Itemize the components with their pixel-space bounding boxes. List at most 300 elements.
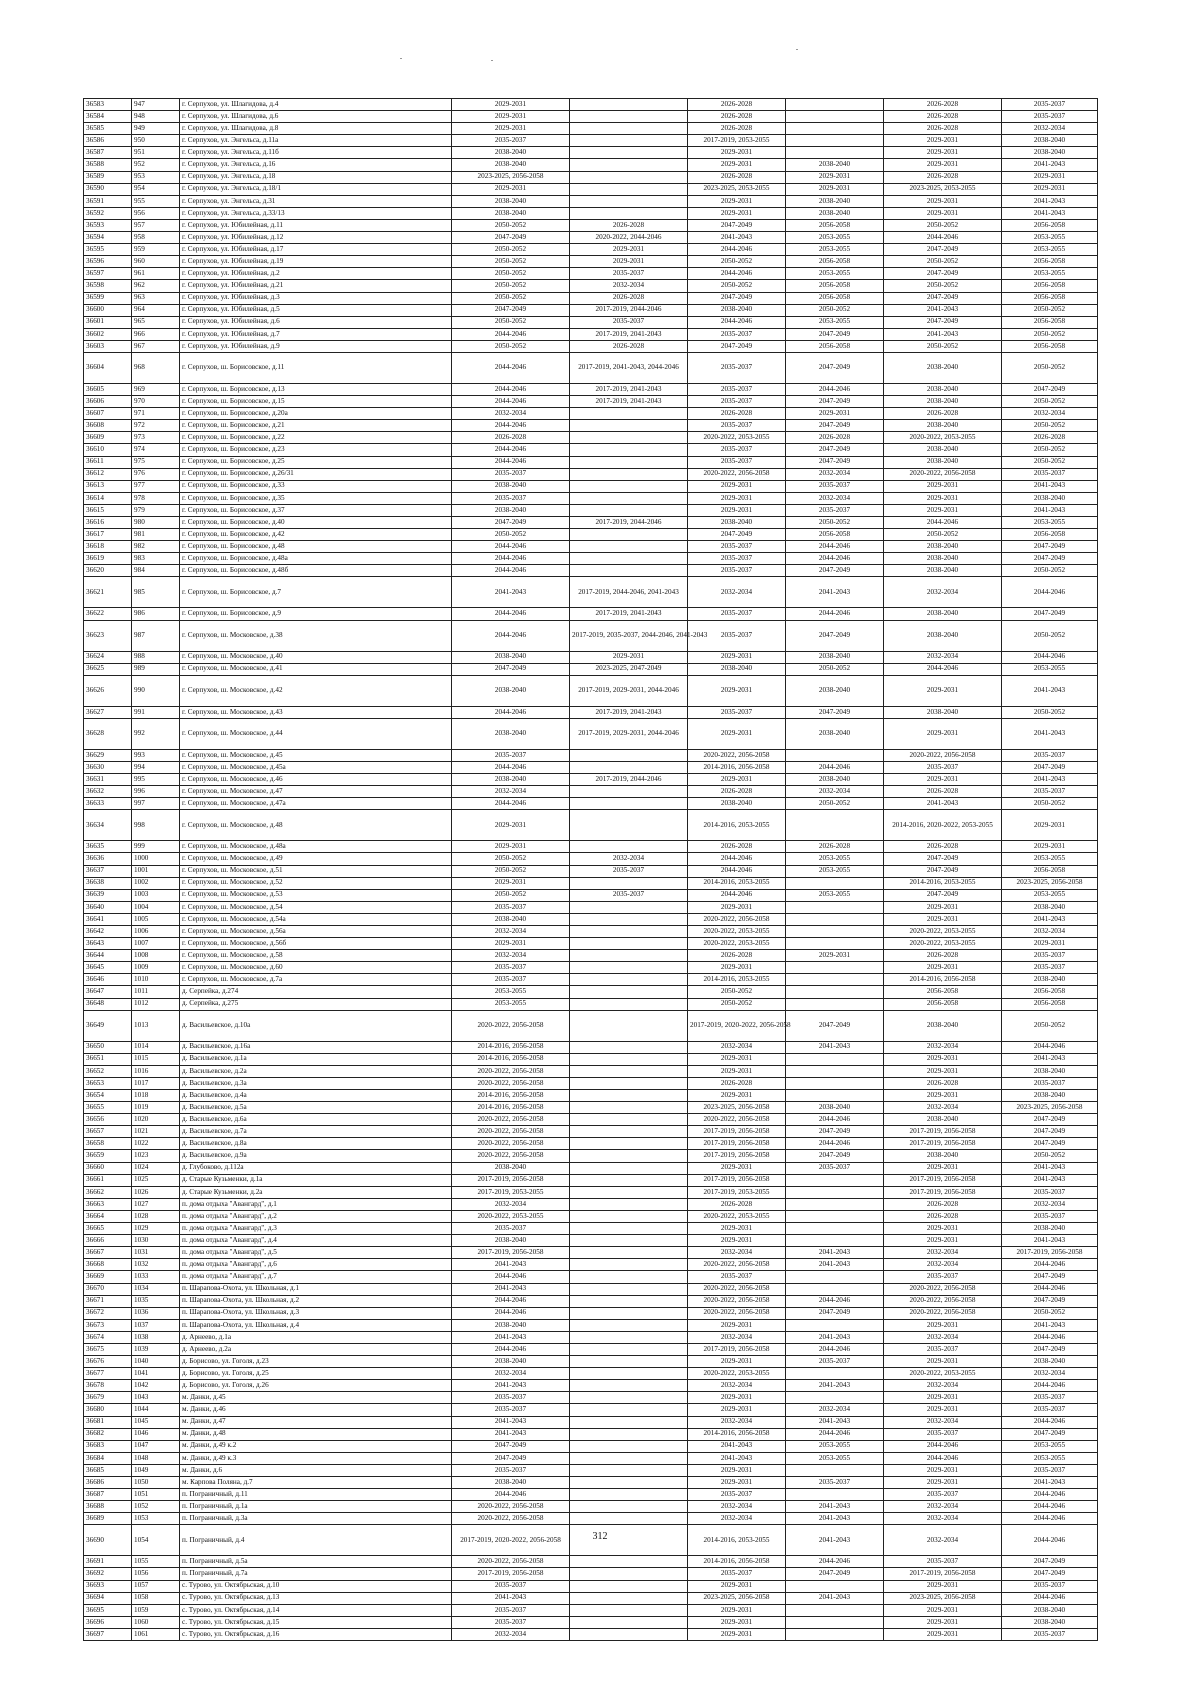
period-cell-2: 2035-2037 bbox=[570, 889, 688, 901]
period-cell-2: 2020-2022, 2044-2046 bbox=[570, 232, 688, 244]
period-cell-2 bbox=[570, 1174, 688, 1186]
address-cell: п. Шарапова-Охота, ул. Школьная, д.3 bbox=[180, 1307, 452, 1319]
table-row bbox=[84, 480, 1098, 492]
period-cell-1: 2038-2040 bbox=[452, 147, 570, 159]
row-number-cell: 1048 bbox=[132, 1452, 180, 1464]
period-cell-3: 2020-2022, 2056-2058 bbox=[688, 1295, 786, 1307]
registry-id-cell: 36659 bbox=[84, 1150, 132, 1162]
period-cell-4: 2050-2052 bbox=[786, 798, 884, 810]
period-cell-5: 2038-2040 bbox=[884, 444, 1002, 456]
row-number-cell: 1044 bbox=[132, 1404, 180, 1416]
period-cell-4 bbox=[786, 1283, 884, 1295]
period-cell-5: 2032-2034 bbox=[884, 1380, 1002, 1392]
registry-id-cell: 36625 bbox=[84, 663, 132, 675]
address-cell: г. Серпухов, ул. Юбилейная, д.11 bbox=[180, 219, 452, 231]
period-cell-6: 2041-2043 bbox=[1002, 1319, 1098, 1331]
table-row bbox=[84, 444, 1098, 456]
period-cell-1: 2020-2022, 2053-2055 bbox=[452, 1210, 570, 1222]
period-cell-1: 2044-2046 bbox=[452, 1489, 570, 1501]
period-cell-5: 2029-2031 bbox=[884, 480, 1002, 492]
period-cell-4: 2053-2055 bbox=[786, 889, 884, 901]
period-cell-6: 2035-2037 bbox=[1002, 1186, 1098, 1198]
period-cell-1: 2044-2046 bbox=[452, 396, 570, 408]
period-cell-6: 2038-2040 bbox=[1002, 492, 1098, 504]
registry-id-cell: 36615 bbox=[84, 504, 132, 516]
period-cell-4: 2038-2040 bbox=[786, 1102, 884, 1114]
row-number-cell: 1016 bbox=[132, 1065, 180, 1077]
table-row bbox=[84, 456, 1098, 468]
table-row bbox=[84, 517, 1098, 529]
period-cell-4: 2041-2043 bbox=[786, 1041, 884, 1053]
period-cell-4: 2038-2040 bbox=[786, 774, 884, 786]
period-cell-4: 2029-2031 bbox=[786, 171, 884, 183]
period-cell-4: 2053-2055 bbox=[786, 1452, 884, 1464]
address-cell: г. Серпухов, ш. Московское, д.56а bbox=[180, 925, 452, 937]
period-cell-1: 2032-2034 bbox=[452, 1198, 570, 1210]
row-number-cell: 997 bbox=[132, 798, 180, 810]
address-cell: д. Васильевское, д.10а bbox=[180, 1010, 452, 1041]
period-cell-6: 2050-2052 bbox=[1002, 798, 1098, 810]
period-cell-3: 2026-2028 bbox=[688, 786, 786, 798]
address-cell: г. Серпухов, ш. Московское, д.53 bbox=[180, 889, 452, 901]
period-cell-6: 2035-2037 bbox=[1002, 99, 1098, 111]
period-cell-1: 2041-2043 bbox=[452, 1416, 570, 1428]
period-cell-2 bbox=[570, 147, 688, 159]
period-cell-1: 2047-2049 bbox=[452, 1440, 570, 1452]
address-cell: д. Васильевское, д.3а bbox=[180, 1077, 452, 1089]
period-cell-3: 2032-2034 bbox=[688, 1247, 786, 1259]
period-cell-1: 2038-2040 bbox=[452, 1356, 570, 1368]
period-cell-5: 2026-2028 bbox=[884, 123, 1002, 135]
table-row bbox=[84, 1616, 1098, 1628]
registry-id-cell: 36605 bbox=[84, 383, 132, 395]
period-cell-4: 2044-2046 bbox=[786, 1114, 884, 1126]
table-row bbox=[84, 352, 1098, 383]
period-cell-2: 2017-2019, 2044-2046 bbox=[570, 304, 688, 316]
period-cell-2 bbox=[570, 1102, 688, 1114]
registry-id-cell: 36688 bbox=[84, 1501, 132, 1513]
registry-id-cell: 36694 bbox=[84, 1592, 132, 1604]
period-cell-5: 2038-2040 bbox=[884, 456, 1002, 468]
registry-id-cell: 36609 bbox=[84, 432, 132, 444]
period-cell-2 bbox=[570, 504, 688, 516]
period-cell-4: 2035-2037 bbox=[786, 504, 884, 516]
period-cell-6: 2050-2052 bbox=[1002, 352, 1098, 383]
period-cell-4: 2047-2049 bbox=[786, 328, 884, 340]
period-cell-4: 2035-2037 bbox=[786, 1477, 884, 1489]
period-cell-1: 2044-2046 bbox=[452, 541, 570, 553]
period-cell-4: 2044-2046 bbox=[786, 1343, 884, 1355]
row-number-cell: 1049 bbox=[132, 1464, 180, 1476]
registry-id-cell: 36676 bbox=[84, 1356, 132, 1368]
table-row bbox=[84, 841, 1098, 853]
period-cell-1: 2038-2040 bbox=[452, 675, 570, 706]
period-cell-1: 2044-2046 bbox=[452, 620, 570, 651]
address-cell: п. Пограничный, д.11 bbox=[180, 1489, 452, 1501]
period-cell-6: 2041-2043 bbox=[1002, 1235, 1098, 1247]
period-cell-4: 2041-2043 bbox=[786, 1525, 884, 1556]
period-cell-5: 2050-2052 bbox=[884, 219, 1002, 231]
period-cell-2 bbox=[570, 553, 688, 565]
table-row bbox=[84, 938, 1098, 950]
period-cell-3: 2026-2028 bbox=[688, 111, 786, 123]
period-cell-4: 2032-2034 bbox=[786, 468, 884, 480]
period-cell-2 bbox=[570, 1138, 688, 1150]
period-cell-2 bbox=[570, 468, 688, 480]
period-cell-1: 2032-2034 bbox=[452, 408, 570, 420]
registry-id-cell: 36644 bbox=[84, 950, 132, 962]
address-cell: г. Серпухов, ш. Московское, д.58 bbox=[180, 950, 452, 962]
period-cell-1: 2038-2040 bbox=[452, 159, 570, 171]
period-cell-4 bbox=[786, 749, 884, 761]
address-cell: д. Васильевское, д.4а bbox=[180, 1090, 452, 1102]
period-cell-2 bbox=[570, 1010, 688, 1041]
period-cell-3: 2014-2016, 2053-2055 bbox=[688, 877, 786, 889]
period-cell-3: 2050-2052 bbox=[688, 256, 786, 268]
registry-id-cell: 36603 bbox=[84, 340, 132, 352]
period-cell-1: 2035-2037 bbox=[452, 1580, 570, 1592]
period-cell-3: 2029-2031 bbox=[688, 1628, 786, 1640]
period-cell-3: 2038-2040 bbox=[688, 304, 786, 316]
period-cell-5: 2047-2049 bbox=[884, 889, 1002, 901]
period-cell-6: 2044-2046 bbox=[1002, 1501, 1098, 1513]
row-number-cell: 993 bbox=[132, 749, 180, 761]
address-cell: д. Борисово, ул. Гоголя, д.23 bbox=[180, 1356, 452, 1368]
period-cell-6: 2041-2043 bbox=[1002, 913, 1098, 925]
period-cell-6: 2050-2052 bbox=[1002, 1307, 1098, 1319]
period-cell-2 bbox=[570, 1568, 688, 1580]
period-cell-2 bbox=[570, 1380, 688, 1392]
table-row bbox=[84, 492, 1098, 504]
period-cell-6: 2053-2055 bbox=[1002, 853, 1098, 865]
period-cell-2 bbox=[570, 749, 688, 761]
row-number-cell: 981 bbox=[132, 529, 180, 541]
row-number-cell: 1045 bbox=[132, 1416, 180, 1428]
period-cell-1: 2047-2049 bbox=[452, 232, 570, 244]
row-number-cell: 1039 bbox=[132, 1343, 180, 1355]
period-cell-2: 2017-2019, 2029-2031, 2044-2046 bbox=[570, 718, 688, 749]
row-number-cell: 969 bbox=[132, 383, 180, 395]
table-row bbox=[84, 1283, 1098, 1295]
period-cell-4 bbox=[786, 1077, 884, 1089]
registry-id-cell: 36598 bbox=[84, 280, 132, 292]
period-cell-4: 2032-2034 bbox=[786, 786, 884, 798]
address-cell: г. Серпухов, ш. Московское, д.51 bbox=[180, 865, 452, 877]
address-cell: г. Серпухов, ул. Шлагидова, д.8 bbox=[180, 123, 452, 135]
address-cell: г. Серпухов, ш. Борисовское, д.33 bbox=[180, 480, 452, 492]
period-cell-2 bbox=[570, 1162, 688, 1174]
address-cell: м. Данки, д.6 bbox=[180, 1464, 452, 1476]
period-cell-2 bbox=[570, 901, 688, 913]
period-cell-3: 2047-2049 bbox=[688, 292, 786, 304]
registry-id-cell: 36592 bbox=[84, 207, 132, 219]
period-cell-3: 2023-2025, 2056-2058 bbox=[688, 1592, 786, 1604]
address-cell: г. Серпухов, ш. Московское, д.56б bbox=[180, 938, 452, 950]
period-cell-2 bbox=[570, 1307, 688, 1319]
period-cell-6: 2041-2043 bbox=[1002, 718, 1098, 749]
period-cell-6: 2053-2055 bbox=[1002, 663, 1098, 675]
period-cell-1: 2026-2028 bbox=[452, 432, 570, 444]
table-row bbox=[84, 761, 1098, 773]
period-cell-6: 2035-2037 bbox=[1002, 749, 1098, 761]
period-cell-4 bbox=[786, 1065, 884, 1077]
row-number-cell: 985 bbox=[132, 577, 180, 608]
registry-id-cell: 36628 bbox=[84, 718, 132, 749]
row-number-cell: 992 bbox=[132, 718, 180, 749]
row-number-cell: 983 bbox=[132, 553, 180, 565]
period-cell-4: 2038-2040 bbox=[786, 159, 884, 171]
row-number-cell: 1053 bbox=[132, 1513, 180, 1525]
period-cell-5: 2044-2046 bbox=[884, 517, 1002, 529]
row-number-cell: 1060 bbox=[132, 1616, 180, 1628]
period-cell-2 bbox=[570, 1319, 688, 1331]
address-cell: г. Серпухов, ш. Борисовское, д.23 bbox=[180, 444, 452, 456]
registry-id-cell: 36621 bbox=[84, 577, 132, 608]
row-number-cell: 989 bbox=[132, 663, 180, 675]
period-cell-5: 2029-2031 bbox=[884, 901, 1002, 913]
period-cell-4: 2047-2049 bbox=[786, 456, 884, 468]
period-cell-5: 2032-2034 bbox=[884, 1416, 1002, 1428]
registry-id-cell: 36596 bbox=[84, 256, 132, 268]
period-cell-3: 2029-2031 bbox=[688, 492, 786, 504]
period-cell-5: 2020-2022, 2053-2055 bbox=[884, 925, 1002, 937]
period-cell-6: 2044-2046 bbox=[1002, 1259, 1098, 1271]
period-cell-2: 2017-2019, 2044-2046, 2041-2043 bbox=[570, 577, 688, 608]
period-cell-6: 2056-2058 bbox=[1002, 340, 1098, 352]
period-cell-2 bbox=[570, 480, 688, 492]
period-cell-5: 2032-2034 bbox=[884, 1331, 1002, 1343]
period-cell-4: 2032-2034 bbox=[786, 1404, 884, 1416]
period-cell-3: 2029-2031 bbox=[688, 1604, 786, 1616]
period-cell-1: 2017-2019, 2053-2055 bbox=[452, 1186, 570, 1198]
period-cell-5: 2029-2031 bbox=[884, 718, 1002, 749]
period-cell-3: 2020-2022, 2056-2058 bbox=[688, 1259, 786, 1271]
period-cell-1: 2029-2031 bbox=[452, 877, 570, 889]
address-cell: г. Серпухов, ул. Энгельса, д.16 bbox=[180, 159, 452, 171]
row-number-cell: 966 bbox=[132, 328, 180, 340]
period-cell-4: 2041-2043 bbox=[786, 1259, 884, 1271]
period-cell-5: 2032-2034 bbox=[884, 1513, 1002, 1525]
row-number-cell: 982 bbox=[132, 541, 180, 553]
period-cell-4 bbox=[786, 1186, 884, 1198]
period-cell-4 bbox=[786, 1174, 884, 1186]
period-cell-3: 2044-2046 bbox=[688, 244, 786, 256]
period-cell-3: 2017-2019, 2053-2055 bbox=[688, 1186, 786, 1198]
period-cell-4: 2053-2055 bbox=[786, 232, 884, 244]
period-cell-3: 2035-2037 bbox=[688, 608, 786, 620]
address-cell: г. Серпухов, ш. Московское, д.49 bbox=[180, 853, 452, 865]
table-row bbox=[84, 529, 1098, 541]
period-cell-4 bbox=[786, 1053, 884, 1065]
period-cell-4 bbox=[786, 111, 884, 123]
period-cell-5: 2029-2031 bbox=[884, 1065, 1002, 1077]
table-row bbox=[84, 1513, 1098, 1525]
period-cell-5: 2029-2031 bbox=[884, 195, 1002, 207]
row-number-cell: 962 bbox=[132, 280, 180, 292]
period-cell-2 bbox=[570, 1416, 688, 1428]
period-cell-5: 2029-2031 bbox=[884, 207, 1002, 219]
period-cell-3: 2032-2034 bbox=[688, 1041, 786, 1053]
address-cell: п. Шарапова-Охота, ул. Школьная, д.1 bbox=[180, 1283, 452, 1295]
table-row bbox=[84, 1477, 1098, 1489]
period-cell-3: 2035-2037 bbox=[688, 352, 786, 383]
address-cell: г. Серпухов, ш. Борисовское, д.40 bbox=[180, 517, 452, 529]
address-cell: г. Серпухов, ш. Московское, д.7а bbox=[180, 974, 452, 986]
period-cell-4: 2053-2055 bbox=[786, 244, 884, 256]
table-row bbox=[84, 1501, 1098, 1513]
period-cell-1: 2014-2016, 2056-2058 bbox=[452, 1041, 570, 1053]
registry-id-cell: 36681 bbox=[84, 1416, 132, 1428]
registry-id-cell: 36647 bbox=[84, 986, 132, 998]
period-cell-1: 2020-2022, 2056-2058 bbox=[452, 1556, 570, 1568]
row-number-cell: 978 bbox=[132, 492, 180, 504]
table-row bbox=[84, 706, 1098, 718]
period-cell-2 bbox=[570, 1501, 688, 1513]
period-cell-1: 2047-2049 bbox=[452, 517, 570, 529]
row-number-cell: 1050 bbox=[132, 1477, 180, 1489]
period-cell-5: 2026-2028 bbox=[884, 111, 1002, 123]
period-cell-2: 2017-2019, 2041-2043 bbox=[570, 706, 688, 718]
registry-id-cell: 36602 bbox=[84, 328, 132, 340]
period-cell-6: 2053-2055 bbox=[1002, 517, 1098, 529]
period-cell-2: 2017-2019, 2044-2046 bbox=[570, 517, 688, 529]
period-cell-3: 2020-2022, 2053-2055 bbox=[688, 432, 786, 444]
registry-id-cell: 36678 bbox=[84, 1380, 132, 1392]
period-cell-1: 2029-2031 bbox=[452, 810, 570, 841]
registry-id-cell: 36626 bbox=[84, 675, 132, 706]
row-number-cell: 955 bbox=[132, 195, 180, 207]
period-cell-3: 2044-2046 bbox=[688, 889, 786, 901]
table-row bbox=[84, 1428, 1098, 1440]
period-cell-1: 2053-2055 bbox=[452, 986, 570, 998]
period-cell-1: 2050-2052 bbox=[452, 340, 570, 352]
period-cell-4: 2047-2049 bbox=[786, 706, 884, 718]
row-number-cell: 977 bbox=[132, 480, 180, 492]
row-number-cell: 948 bbox=[132, 111, 180, 123]
address-cell: д. Арнеево, д.1а bbox=[180, 1331, 452, 1343]
registry-id-cell: 36606 bbox=[84, 396, 132, 408]
registry-id-cell: 36689 bbox=[84, 1513, 132, 1525]
period-cell-4: 2053-2055 bbox=[786, 268, 884, 280]
period-cell-5: 2032-2034 bbox=[884, 1525, 1002, 1556]
period-cell-6: 2038-2040 bbox=[1002, 974, 1098, 986]
period-cell-4 bbox=[786, 1464, 884, 1476]
row-number-cell: 965 bbox=[132, 316, 180, 328]
row-number-cell: 967 bbox=[132, 340, 180, 352]
period-cell-3: 2026-2028 bbox=[688, 841, 786, 853]
period-cell-1: 2029-2031 bbox=[452, 183, 570, 195]
row-number-cell: 952 bbox=[132, 159, 180, 171]
housing-schedule-table bbox=[83, 98, 1098, 1641]
table-row bbox=[84, 256, 1098, 268]
row-number-cell: 975 bbox=[132, 456, 180, 468]
row-number-cell: 1054 bbox=[132, 1525, 180, 1556]
period-cell-3: 2017-2019, 2020-2022, 2056-2058 bbox=[688, 1010, 786, 1041]
period-cell-2 bbox=[570, 183, 688, 195]
table-row bbox=[84, 774, 1098, 786]
period-cell-5: 2029-2031 bbox=[884, 135, 1002, 147]
period-cell-3: 2026-2028 bbox=[688, 99, 786, 111]
period-cell-1: 2017-2019, 2056-2058 bbox=[452, 1174, 570, 1186]
registry-id-cell: 36635 bbox=[84, 841, 132, 853]
period-cell-1: 2044-2046 bbox=[452, 1343, 570, 1355]
period-cell-5: 2020-2022, 2053-2055 bbox=[884, 938, 1002, 950]
table-row bbox=[84, 280, 1098, 292]
period-cell-4 bbox=[786, 1489, 884, 1501]
table-row bbox=[84, 1138, 1098, 1150]
address-cell: п. дома отдыха "Авангард", д.1 bbox=[180, 1198, 452, 1210]
period-cell-1: 2044-2046 bbox=[452, 383, 570, 395]
registry-id-cell: 36634 bbox=[84, 810, 132, 841]
row-number-cell: 1003 bbox=[132, 889, 180, 901]
period-cell-1: 2047-2049 bbox=[452, 663, 570, 675]
period-cell-6: 2056-2058 bbox=[1002, 292, 1098, 304]
period-cell-3: 2044-2046 bbox=[688, 316, 786, 328]
row-number-cell: 1015 bbox=[132, 1053, 180, 1065]
address-cell: д. Борисово, ул. Гоголя, д.26 bbox=[180, 1380, 452, 1392]
period-cell-1: 2029-2031 bbox=[452, 111, 570, 123]
period-cell-3: 2029-2031 bbox=[688, 1392, 786, 1404]
registry-id-cell: 36608 bbox=[84, 420, 132, 432]
table-row bbox=[84, 1452, 1098, 1464]
row-number-cell: 999 bbox=[132, 841, 180, 853]
period-cell-6: 2035-2037 bbox=[1002, 1580, 1098, 1592]
period-cell-4: 2047-2049 bbox=[786, 1568, 884, 1580]
table-row bbox=[84, 877, 1098, 889]
period-cell-2 bbox=[570, 877, 688, 889]
period-cell-2 bbox=[570, 1126, 688, 1138]
period-cell-1: 2044-2046 bbox=[452, 444, 570, 456]
period-cell-2 bbox=[570, 195, 688, 207]
period-cell-6: 2023-2025, 2056-2058 bbox=[1002, 877, 1098, 889]
table-row bbox=[84, 1556, 1098, 1568]
period-cell-6: 2050-2052 bbox=[1002, 1150, 1098, 1162]
period-cell-4: 2056-2058 bbox=[786, 256, 884, 268]
period-cell-2 bbox=[570, 986, 688, 998]
period-cell-1: 2032-2034 bbox=[452, 786, 570, 798]
period-cell-2: 2017-2019, 2041-2043 bbox=[570, 383, 688, 395]
row-number-cell: 1028 bbox=[132, 1210, 180, 1222]
period-cell-2: 2017-2019, 2029-2031, 2044-2046 bbox=[570, 675, 688, 706]
period-cell-4 bbox=[786, 1628, 884, 1640]
period-cell-6: 2053-2055 bbox=[1002, 268, 1098, 280]
period-cell-6: 2047-2049 bbox=[1002, 541, 1098, 553]
period-cell-6: 2047-2049 bbox=[1002, 1271, 1098, 1283]
table-row bbox=[84, 1102, 1098, 1114]
period-cell-3: 2026-2028 bbox=[688, 1198, 786, 1210]
table-row bbox=[84, 865, 1098, 877]
registry-id-cell: 36610 bbox=[84, 444, 132, 456]
period-cell-1: 2038-2040 bbox=[452, 651, 570, 663]
registry-id-cell: 36648 bbox=[84, 998, 132, 1010]
period-cell-4: 2053-2055 bbox=[786, 865, 884, 877]
table-row bbox=[84, 1065, 1098, 1077]
address-cell: с. Турово, ул. Октябрьская, д.10 bbox=[180, 1580, 452, 1592]
period-cell-1: 2050-2052 bbox=[452, 889, 570, 901]
table-row bbox=[84, 1077, 1098, 1089]
period-cell-2 bbox=[570, 1077, 688, 1089]
table-row bbox=[84, 1343, 1098, 1355]
period-cell-6: 2044-2046 bbox=[1002, 651, 1098, 663]
period-cell-5: 2029-2031 bbox=[884, 492, 1002, 504]
registry-id-cell: 36679 bbox=[84, 1392, 132, 1404]
period-cell-2: 2029-2031 bbox=[570, 244, 688, 256]
registry-id-cell: 36652 bbox=[84, 1065, 132, 1077]
period-cell-4: 2056-2058 bbox=[786, 340, 884, 352]
period-cell-3: 2017-2019, 2056-2058 bbox=[688, 1126, 786, 1138]
registry-id-cell: 36591 bbox=[84, 195, 132, 207]
period-cell-1: 2038-2040 bbox=[452, 718, 570, 749]
